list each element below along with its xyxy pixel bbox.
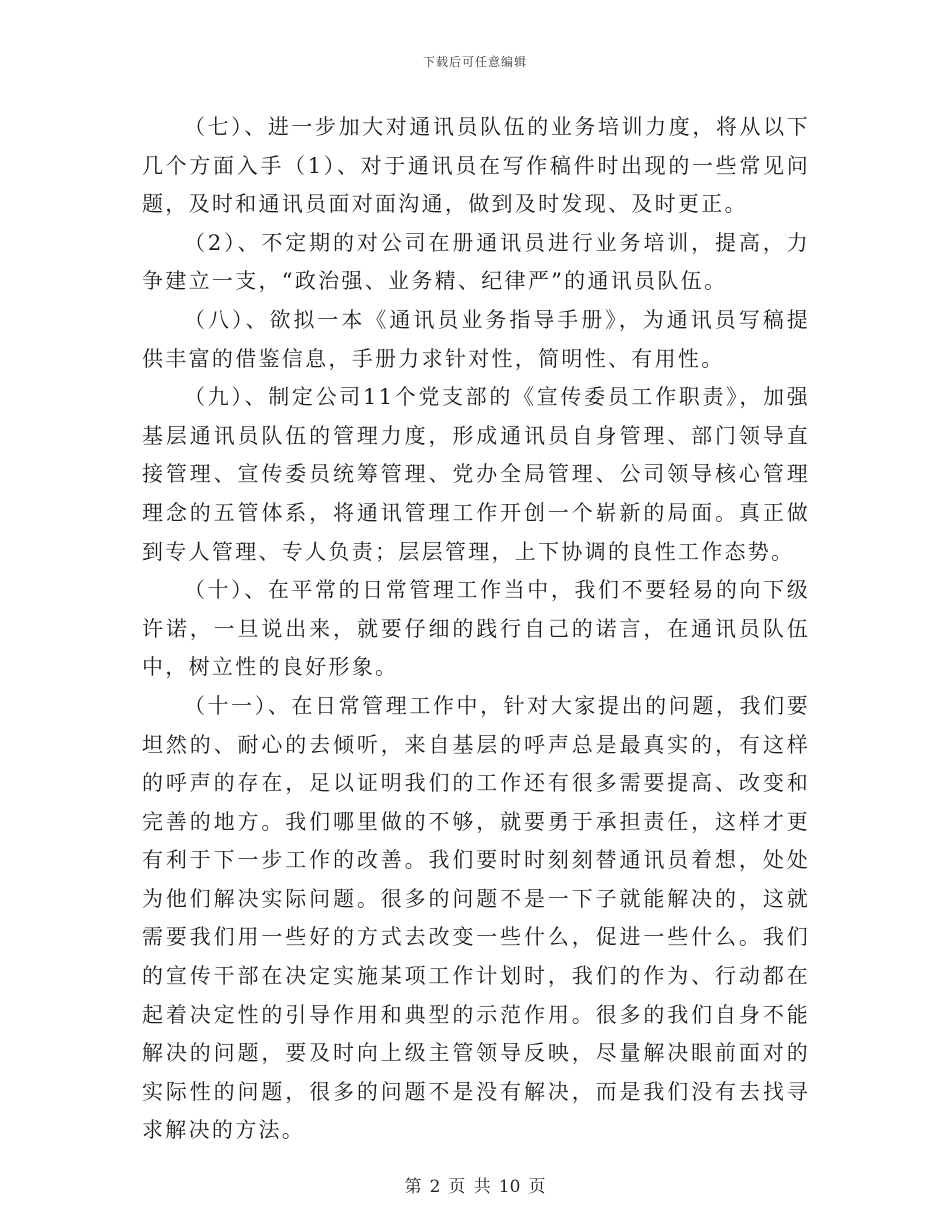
- paragraph-7: （七）、进一步加大对通讯员队伍的业务培训力度，将从以下几个方面入手（1）、对于通讯员在写作稿件时出现的一些常见问题，及时和通讯员面对面沟通，做到及时发现、及时更正。: [142, 115, 810, 217]
- paragraph-7-2: （2）、不定期的对公司在册通讯员进行业务培训，提高，力争建立一支，“政治强、业务精、纪律严”的通讯员队伍。: [142, 230, 810, 294]
- paragraph-10: （十）、在平常的日常管理工作当中，我们不要轻易的向下级许诺，一旦说出来，就要仔细的践行自己的诺言，在通讯员队伍中，树立性的良好形象。: [142, 578, 810, 680]
- page-total: 10: [498, 1177, 521, 1197]
- page-mid: 页 共: [448, 1177, 491, 1197]
- page-suffix: 页: [528, 1177, 546, 1197]
- paragraph-8: （八）、欲拟一本《通讯员业务指导手册》，为通讯员写稿提供丰富的借鉴信息，手册力求针对性，简明性、有用性。: [142, 307, 810, 371]
- page-prefix: 第: [404, 1177, 422, 1197]
- paragraph-9: （九）、制定公司11个党支部的《宣传委员工作职责》，加强基层通讯员队伍的管理力度，形成通讯员自身管理、部门领导直接管理、宣传委员统筹管理、党办全局管理、公司领导核心管理理念的五管体系，将通讯管理工作开创一个崭新的局面。真正做到专人管理、专人负责；层层管理，上下协调的良性工作态势。: [142, 385, 810, 564]
- document-body: [142, 108, 810, 1150]
- header-note: 下载后可任意编辑: [422, 55, 527, 69]
- page-current: 2: [429, 1177, 441, 1197]
- paragraph-11: （十一）、在日常管理工作中，针对大家提出的问题，我们要坦然的、耐心的去倾听，来自基层的呼声总是最真实的，有这样的呼声的存在，足以证明我们的工作还有很多需要提高、改变和完善的地方。我们哪里做的不够，就要勇于承担责任，这样才更有利于下一步工作的改善。我们要时时刻刻替通讯员着想，处处为他们解决实际问题。很多的问题不是一下子就能解决的，这就需要我们用一些好的方式去改变一些什么，促进一些什么。我们的宣传干部在决定实施某项工作计划时，我们的作为、行动都在起着决定性的引导作用和典型的示范作用。很多的我们自身不能解决的问题，要及时向上级主管领导反映，尽量解决眼前面对的实际性的问题，很多的问题不是没有解决，而是我们没有去找寻求解决的方法。: [142, 693, 810, 1143]
- page-footer: [0, 1172, 950, 1197]
